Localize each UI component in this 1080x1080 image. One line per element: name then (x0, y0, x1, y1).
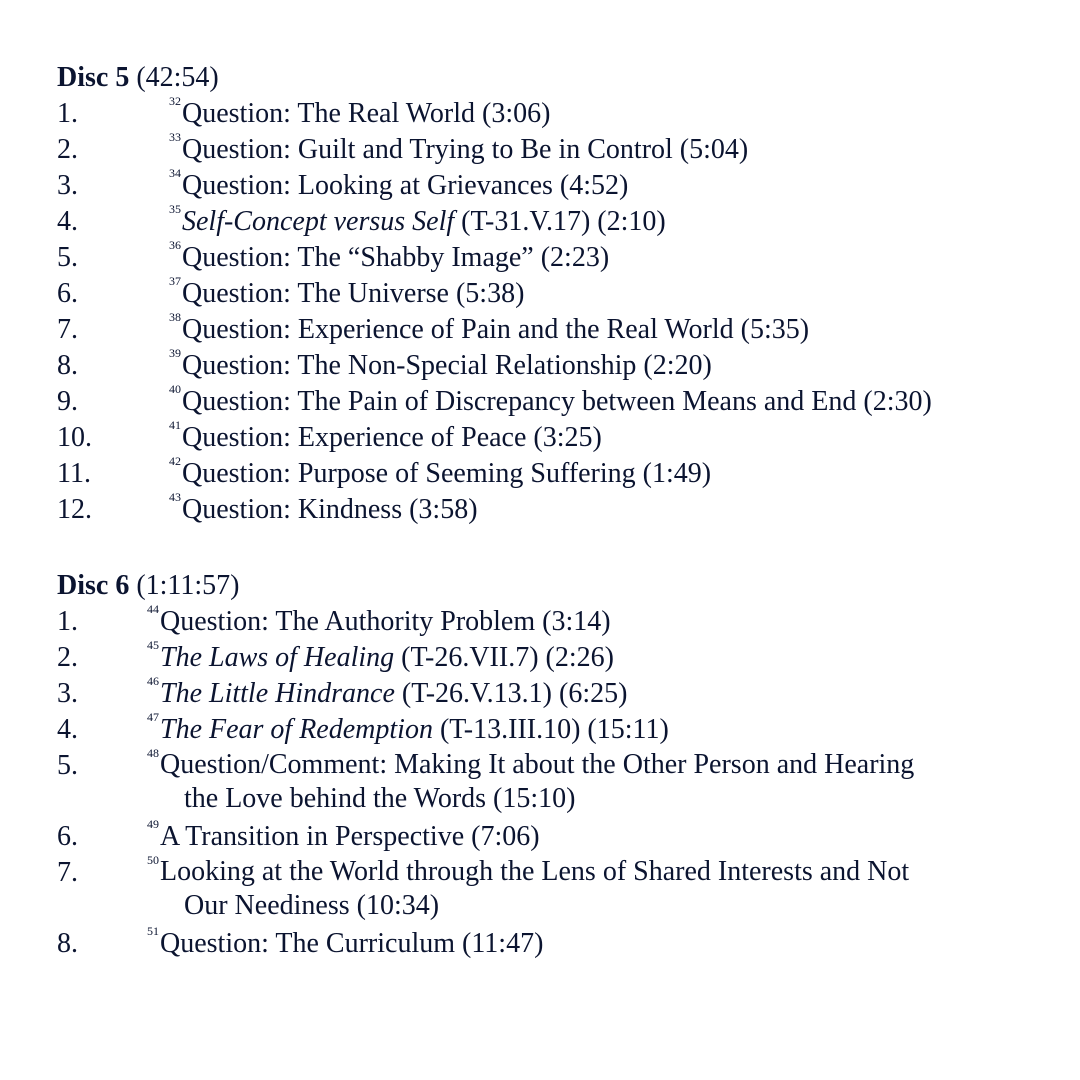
track-number: 5. (57, 242, 78, 273)
track-title-italic: The Laws of Healing (160, 642, 395, 673)
track-number: 2. (57, 642, 78, 673)
footnote-ref: 50 (147, 853, 159, 867)
track-title: Question: The Authority Problem (3:14) (160, 606, 611, 637)
footnote-ref: 42 (169, 454, 181, 468)
footnote-ref: 48 (147, 746, 159, 760)
track-item (57, 926, 1047, 962)
track-item (57, 312, 1047, 348)
footnote-ref: 34 (169, 166, 181, 180)
track-number: 12. (57, 494, 92, 525)
track-number: 3. (57, 170, 78, 201)
track-number: 8. (57, 350, 78, 381)
track-title: A Transition in Perspective (7:06) (160, 821, 540, 852)
track-title-italic: The Little Hindrance (160, 678, 395, 709)
disc-duration: (42:54) (136, 62, 219, 93)
track-number: 9. (57, 386, 78, 417)
track-title: Question: Looking at Grievances (4:52) (182, 170, 629, 201)
track-item (57, 348, 1047, 384)
track-number: 3. (57, 678, 78, 709)
track-title: (T-31.V.17) (2:10) (454, 206, 666, 237)
disc-duration: (1:11:57) (136, 570, 240, 601)
track-title: Question: The Universe (5:38) (182, 278, 525, 309)
disc-5-section (57, 60, 1047, 528)
track-title: Question: Experience of Pain and the Real World (5:35) (182, 314, 810, 345)
disc-label: Disc 5 (57, 62, 130, 93)
footnote-ref: 38 (169, 310, 181, 324)
track-number: 2. (57, 134, 78, 165)
disc-6-section (57, 568, 1047, 962)
track-title: Looking at the World through the Lens of Shared Interests and Not (160, 856, 910, 887)
track-number: 6. (57, 278, 78, 309)
track-item (57, 748, 1047, 819)
footnote-ref: 47 (147, 710, 159, 724)
track-title: Question: The Real World (3:06) (182, 98, 551, 129)
track-title: Question: The Pain of Discrepancy between Means and End (2:30) (182, 386, 932, 417)
track-listing (57, 60, 1047, 962)
footnote-ref: 49 (147, 817, 159, 831)
footnote-ref: 45 (147, 638, 159, 652)
track-number: 1. (57, 98, 78, 129)
track-title: Question: The Curriculum (11:47) (160, 928, 544, 959)
footnote-ref: 40 (169, 382, 181, 396)
track-title: (T-26.VII.7) (2:26) (394, 642, 614, 673)
track-number: 4. (57, 206, 78, 237)
footnote-ref: 46 (147, 674, 159, 688)
track-item (57, 676, 1047, 712)
track-item (57, 640, 1047, 676)
track-title: (T-13.III.10) (15:11) (432, 714, 669, 745)
track-number: 1. (57, 606, 78, 637)
track-item (57, 604, 1047, 640)
footnote-ref: 43 (169, 490, 181, 504)
track-item (57, 492, 1047, 528)
track-number: 11. (57, 458, 91, 489)
disc-header (57, 60, 1047, 96)
track-title: Question: Kindness (3:58) (182, 494, 478, 525)
track-title: Question: Purpose of Seeming Suffering (1:49) (182, 458, 712, 489)
track-title: Question: The “Shabby Image” (2:23) (182, 242, 610, 273)
track-item (57, 204, 1047, 240)
track-title-italic: Self-Concept versus Self (182, 206, 455, 237)
track-number: 5. (57, 750, 78, 781)
track-item (57, 456, 1047, 492)
track-title: Question: Guilt and Trying to Be in Control (5:04) (182, 134, 749, 165)
track-title-continuation: the Love behind the Words (15:10) (184, 783, 576, 814)
track-item (57, 96, 1047, 132)
track-number: 7. (57, 314, 78, 345)
footnote-ref: 35 (169, 202, 181, 216)
track-title: Question: The Non-Special Relationship (2:20) (182, 350, 712, 381)
track-number: 8. (57, 928, 78, 959)
track-title: Question: Experience of Peace (3:25) (182, 422, 602, 453)
disc-header (57, 568, 1047, 604)
track-item (57, 276, 1047, 312)
track-title-italic: The Fear of Redemption (160, 714, 433, 745)
track-number: 4. (57, 714, 78, 745)
track-item (57, 420, 1047, 456)
track-number: 10. (57, 422, 92, 453)
footnote-ref: 51 (147, 924, 159, 938)
track-title: Question/Comment: Making It about the Other Person and Hearing (160, 749, 915, 780)
footnote-ref: 32 (169, 94, 181, 108)
track-item (57, 819, 1047, 855)
track-item (57, 855, 1047, 926)
track-item (57, 712, 1047, 748)
footnote-ref: 36 (169, 238, 181, 252)
footnote-ref: 41 (169, 418, 181, 432)
footnote-ref: 37 (169, 274, 181, 288)
track-item (57, 384, 1047, 420)
track-item (57, 168, 1047, 204)
footnote-ref: 33 (169, 130, 181, 144)
disc-label: Disc 6 (57, 570, 130, 601)
footnote-ref: 39 (169, 346, 181, 360)
track-item (57, 240, 1047, 276)
footnote-ref: 44 (147, 602, 159, 616)
track-title-continuation: Our Neediness (10:34) (184, 890, 440, 921)
track-title: (T-26.V.13.1) (6:25) (394, 678, 628, 709)
track-number: 6. (57, 821, 78, 852)
track-number: 7. (57, 857, 78, 888)
track-item (57, 132, 1047, 168)
